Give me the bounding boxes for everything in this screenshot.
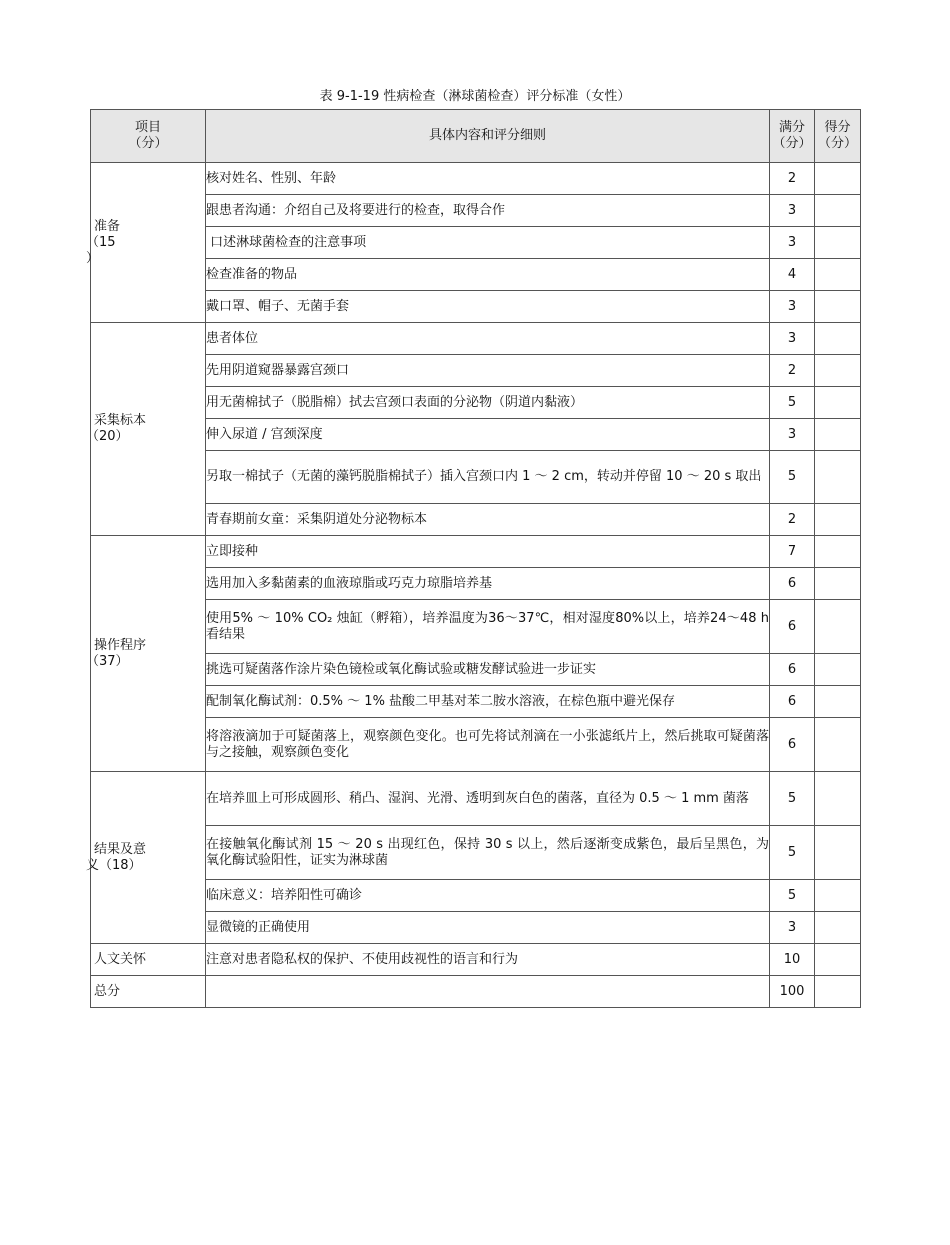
header-obtained-score (815, 110, 861, 163)
criterion-text: 跟患者沟通：介绍自己及将要进行的检查，取得合作 (206, 195, 770, 227)
obtained-score-cell[interactable] (815, 826, 861, 880)
criterion-text: 配制氧化酶试剂：0.5% ～ 1% 盐酸二甲基对苯二胺水溶液，在棕色瓶中避光保存 (206, 686, 770, 718)
table-row (91, 259, 861, 291)
table-row (91, 387, 861, 419)
header-full-score-line2: （分） (772, 136, 812, 151)
table-row (91, 227, 861, 259)
full-score: 4 (770, 259, 815, 291)
section-specimen-collection (86, 323, 206, 536)
obtained-score-cell[interactable] (815, 387, 861, 419)
header-full-score-line1: 满分 (778, 120, 805, 135)
table-row (91, 654, 861, 686)
criterion-text: 使用5% ～ 10% CO₂ 烛缸（孵箱），培养温度为36～37℃，相对湿度80%以上，培养24～48 h 看结果 (206, 600, 770, 654)
full-score: 10 (770, 944, 815, 976)
full-score: 6 (770, 718, 815, 772)
obtained-score-cell[interactable] (815, 944, 861, 976)
total-obtained-score-cell[interactable] (815, 976, 861, 1008)
header-content: 具体内容和评分细则 (206, 110, 770, 163)
full-score: 3 (770, 912, 815, 944)
full-score: 5 (770, 880, 815, 912)
obtained-score-cell[interactable] (815, 227, 861, 259)
section-name-line: 采集标本 (94, 413, 147, 428)
criterion-text: 另取一棉拭子（无菌的藻钙脱脂棉拭子）插入宫颈口内 1 ～ 2 cm，转动并停留 10 ～ 20 s 取出 (206, 451, 770, 504)
header-item-line1: 项目 (134, 120, 161, 135)
table-row (91, 568, 861, 600)
section-name-line: 人文关怀 (94, 951, 147, 967)
table-row (91, 323, 861, 355)
obtained-score-cell[interactable] (815, 355, 861, 387)
obtained-score-cell[interactable] (815, 323, 861, 355)
full-score: 5 (770, 826, 815, 880)
table-caption: 表 9-1-19 性病检查（淋球菌检查）评分标准（女性） (319, 89, 631, 104)
obtained-score-cell[interactable] (815, 772, 861, 826)
full-score: 3 (770, 291, 815, 323)
criterion-text: 在接触氧化酶试剂 15 ～ 20 s 出现红色，保持 30 s 以上，然后逐渐变成紫色，最后呈黑色，为氧化酶试验阳性，证实为淋球菌 (206, 826, 770, 880)
scoring-table (86, 109, 861, 1008)
section-humanistic-care (91, 944, 206, 976)
full-score: 6 (770, 568, 815, 600)
table-row (91, 718, 861, 772)
obtained-score-cell[interactable] (815, 419, 861, 451)
obtained-score-cell[interactable] (815, 195, 861, 227)
section-operation-procedure (86, 536, 206, 772)
full-score: 3 (770, 323, 815, 355)
table-row (91, 880, 861, 912)
full-score: 5 (770, 387, 815, 419)
table-row (91, 419, 861, 451)
criterion-text: 患者体位 (206, 323, 770, 355)
section-results-significance (86, 772, 206, 944)
criterion-text: 用无菌棉拭子（脱脂棉）拭去宫颈口表面的分泌物（阴道内黏液） (206, 387, 770, 419)
full-score: 6 (770, 654, 815, 686)
criterion-text: 检查准备的物品 (206, 259, 770, 291)
table-row (91, 291, 861, 323)
table-row (91, 686, 861, 718)
criterion-text: 将溶液滴加于可疑菌落上，观察颜色变化。也可先将试剂滴在一小张滤纸片上，然后挑取可疑菌落与之接触，观察颜色变化 (206, 718, 770, 772)
section-name-line: （37） (86, 653, 129, 669)
total-full-score: 100 (770, 976, 815, 1008)
full-score: 3 (770, 195, 815, 227)
table-row (91, 195, 861, 227)
criterion-text: 核对姓名、性别、年龄 (206, 163, 770, 195)
total-row (91, 976, 861, 1008)
total-text (206, 976, 770, 1008)
criterion-text: 伸入尿道 / 宫颈深度 (206, 419, 770, 451)
criterion-text: 先用阴道窥器暴露宫颈口 (206, 355, 770, 387)
header-item (91, 110, 206, 163)
section-preparation (86, 163, 206, 323)
full-score: 5 (770, 772, 815, 826)
full-score: 3 (770, 419, 815, 451)
section-name-line: 操作程序 (94, 637, 147, 653)
obtained-score-cell[interactable] (815, 880, 861, 912)
obtained-score-cell[interactable] (815, 163, 861, 195)
obtained-score-cell[interactable] (815, 568, 861, 600)
criterion-text: 挑选可疑菌落作涂片染色镜检或氧化酶试验或糖发酵试验进一步证实 (206, 654, 770, 686)
section-name-line: 总分 (94, 983, 121, 999)
full-score: 5 (770, 451, 815, 504)
obtained-score-cell[interactable] (815, 504, 861, 536)
table-row (91, 600, 861, 654)
full-score: 6 (770, 686, 815, 718)
full-score: 6 (770, 600, 815, 654)
criterion-text: 注意对患者隐私权的保护、不使用歧视性的语言和行为 (206, 944, 770, 976)
header-item-line2: （分） (128, 136, 168, 151)
table-row (91, 912, 861, 944)
table-row (91, 536, 861, 568)
table-row (91, 355, 861, 387)
criterion-text: 立即接种 (206, 536, 770, 568)
criterion-text: 选用加入多黏菌素的血液琼脂或巧克力琼脂培养基 (206, 568, 770, 600)
full-score: 2 (770, 504, 815, 536)
section-name-line: 准备 (94, 218, 121, 234)
obtained-score-cell[interactable] (815, 718, 861, 772)
obtained-score-cell[interactable] (815, 912, 861, 944)
table-row (91, 944, 861, 976)
full-score: 2 (770, 355, 815, 387)
table-row (91, 504, 861, 536)
criterion-text: 在培养皿上可形成圆形、稍凸、湿润、光滑、透明到灰白色的菌落，直径为 0.5 ～ 1 mm 菌落 (206, 772, 770, 826)
criterion-text: 临床意义：培养阳性可确诊 (206, 880, 770, 912)
obtained-score-cell[interactable] (815, 259, 861, 291)
full-score: 3 (770, 227, 815, 259)
obtained-score-cell[interactable] (815, 536, 861, 568)
table-row (91, 826, 861, 880)
section-name-line: （20） (86, 429, 129, 444)
full-score: 7 (770, 536, 815, 568)
header-row (91, 110, 861, 163)
obtained-score-cell[interactable] (815, 654, 861, 686)
section-name-line: 义（18） (86, 857, 142, 873)
table-row (91, 451, 861, 504)
header-obtained-score-line2: （分） (817, 136, 857, 151)
section-name-line: （15 (86, 234, 116, 250)
table-row (91, 163, 861, 195)
header-full-score (770, 110, 815, 163)
section-total (91, 976, 206, 1008)
table-row (91, 772, 861, 826)
section-name-line: ） (86, 250, 100, 266)
full-score: 2 (770, 163, 815, 195)
criterion-text: 显微镜的正确使用 (206, 912, 770, 944)
criterion-text: 青春期前女童：采集阴道处分泌物标本 (206, 504, 770, 536)
header-obtained-score-line1: 得分 (824, 120, 851, 135)
obtained-score-cell[interactable] (815, 291, 861, 323)
criterion-text: 戴口罩、帽子、无菌手套 (206, 291, 770, 323)
obtained-score-cell[interactable] (815, 686, 861, 718)
obtained-score-cell[interactable] (815, 451, 861, 504)
obtained-score-cell[interactable] (815, 600, 861, 654)
criterion-text: 口述淋球菌检查的注意事项 (206, 227, 770, 259)
section-name-line: 结果及意 (94, 841, 147, 857)
